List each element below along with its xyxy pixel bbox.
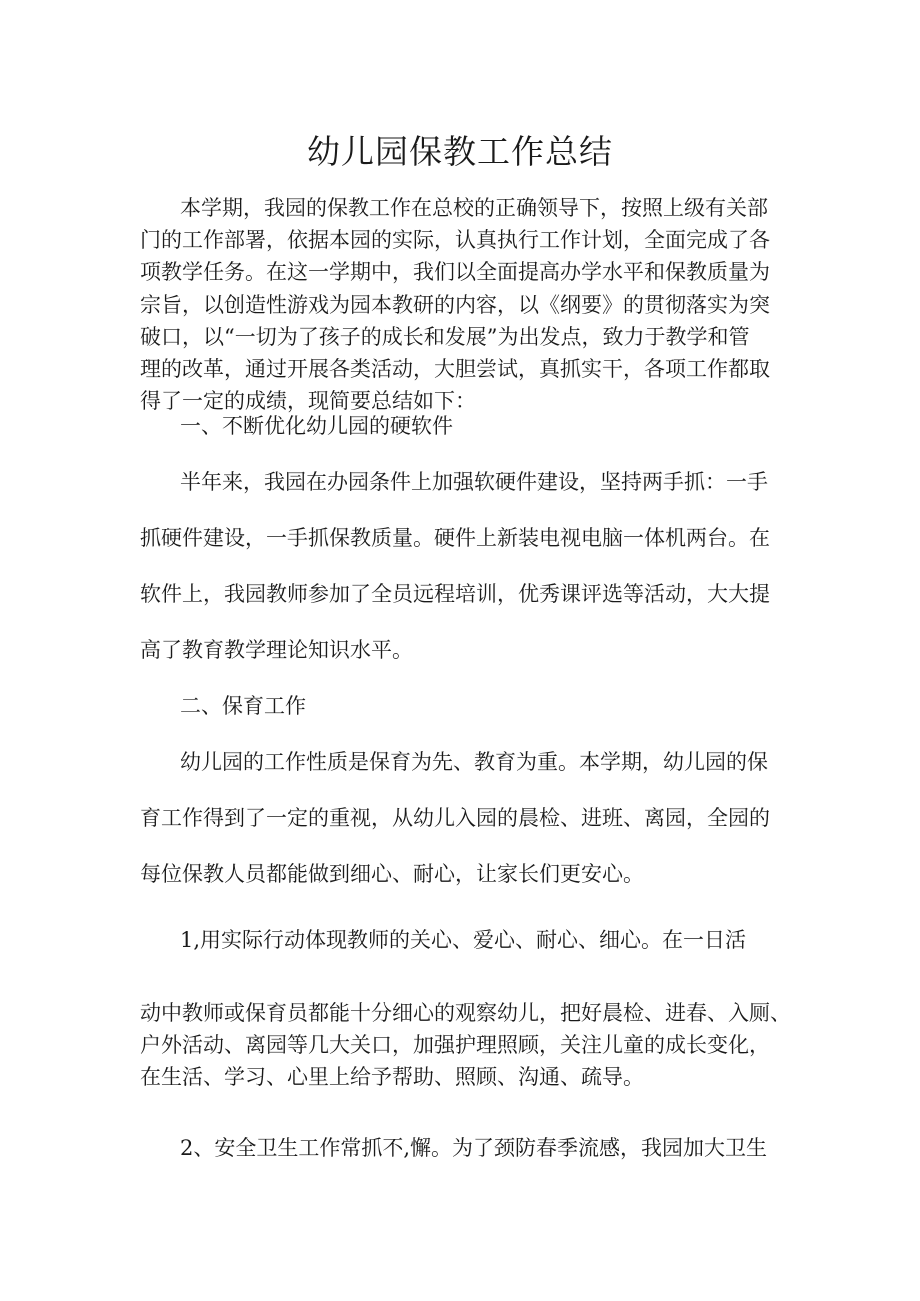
paragraph-line: 高了教育教学理论知识水平。 [140,638,413,662]
paragraph-line: 软件上，我园教师参加了全员远程培训，优秀课评选等活动，大大提 [140,582,770,606]
intro-line: 理的改革，通过开展各类活动，大胆尝试，真抓实干，各项工作都取 [140,357,770,381]
list-item-line: 在生活、学习、心里上给予帮助、照顾、沟通、疏导。 [140,1065,644,1089]
list-item-line: 2、安全卫生工作常抓不,懈。为了颈防春季流感，我园加大卫生 [180,1136,768,1160]
intro-line: 得了一定的成绩，现简要总结如下： [140,389,476,413]
paragraph-line: 抓硬件建设，一手抓保教质量。硬件上新装电视电脑一体机两台。在 [140,526,770,550]
intro-line: 宗旨，以创造性游戏为园本教研的内容，以《纲要》的贯彻落实为突 [140,293,770,317]
paragraph-line: 每位保教人员都能做到细心、耐心，让家长们更安心。 [140,862,644,886]
intro-line: 项教学任务。在这一学期中，我们以全面提高办学水平和保教质量为 [140,260,770,284]
page-title: 幼儿园保教工作总结 [307,132,613,171]
list-item-line: 动中教师或保育员都能十分细心的观察幼儿，把好晨检、进春、入厕、 [140,1001,791,1025]
intro-line: 门的工作部署，依据本园的实际，认真执行工作计划，全面完成了各 [140,228,770,252]
paragraph-line: 半年来，我园在办园条件上加强软硬件建设，坚持两手抓：一手 [180,470,768,494]
intro-line: 破口，以“一切为了孩子的成长和发展”为出发点，致力于教学和管 [140,325,750,349]
paragraph-line: 育工作得到了一定的重视，从幼儿入园的晨检、进班、离园，全园的 [140,806,770,830]
list-item-line: 1,用实际行动体现教师的关心、爱心、耐心、细心。在一日活 [180,928,747,952]
section-heading: 二、保育工作 [180,694,306,718]
list-item-line: 户外活动、离园等几大关口，加强护理照顾，关注儿童的成长变化， [140,1033,770,1057]
paragraph-line: 幼儿园的工作性质是保育为先、教育为重。本学期，幼儿园的保 [180,750,768,774]
section-heading: 一、不断优化幼儿园的硬软件 [180,414,453,438]
intro-line: 本学期，我园的保教工作在总校的正确领导下，按照上级有关部 [180,196,768,220]
